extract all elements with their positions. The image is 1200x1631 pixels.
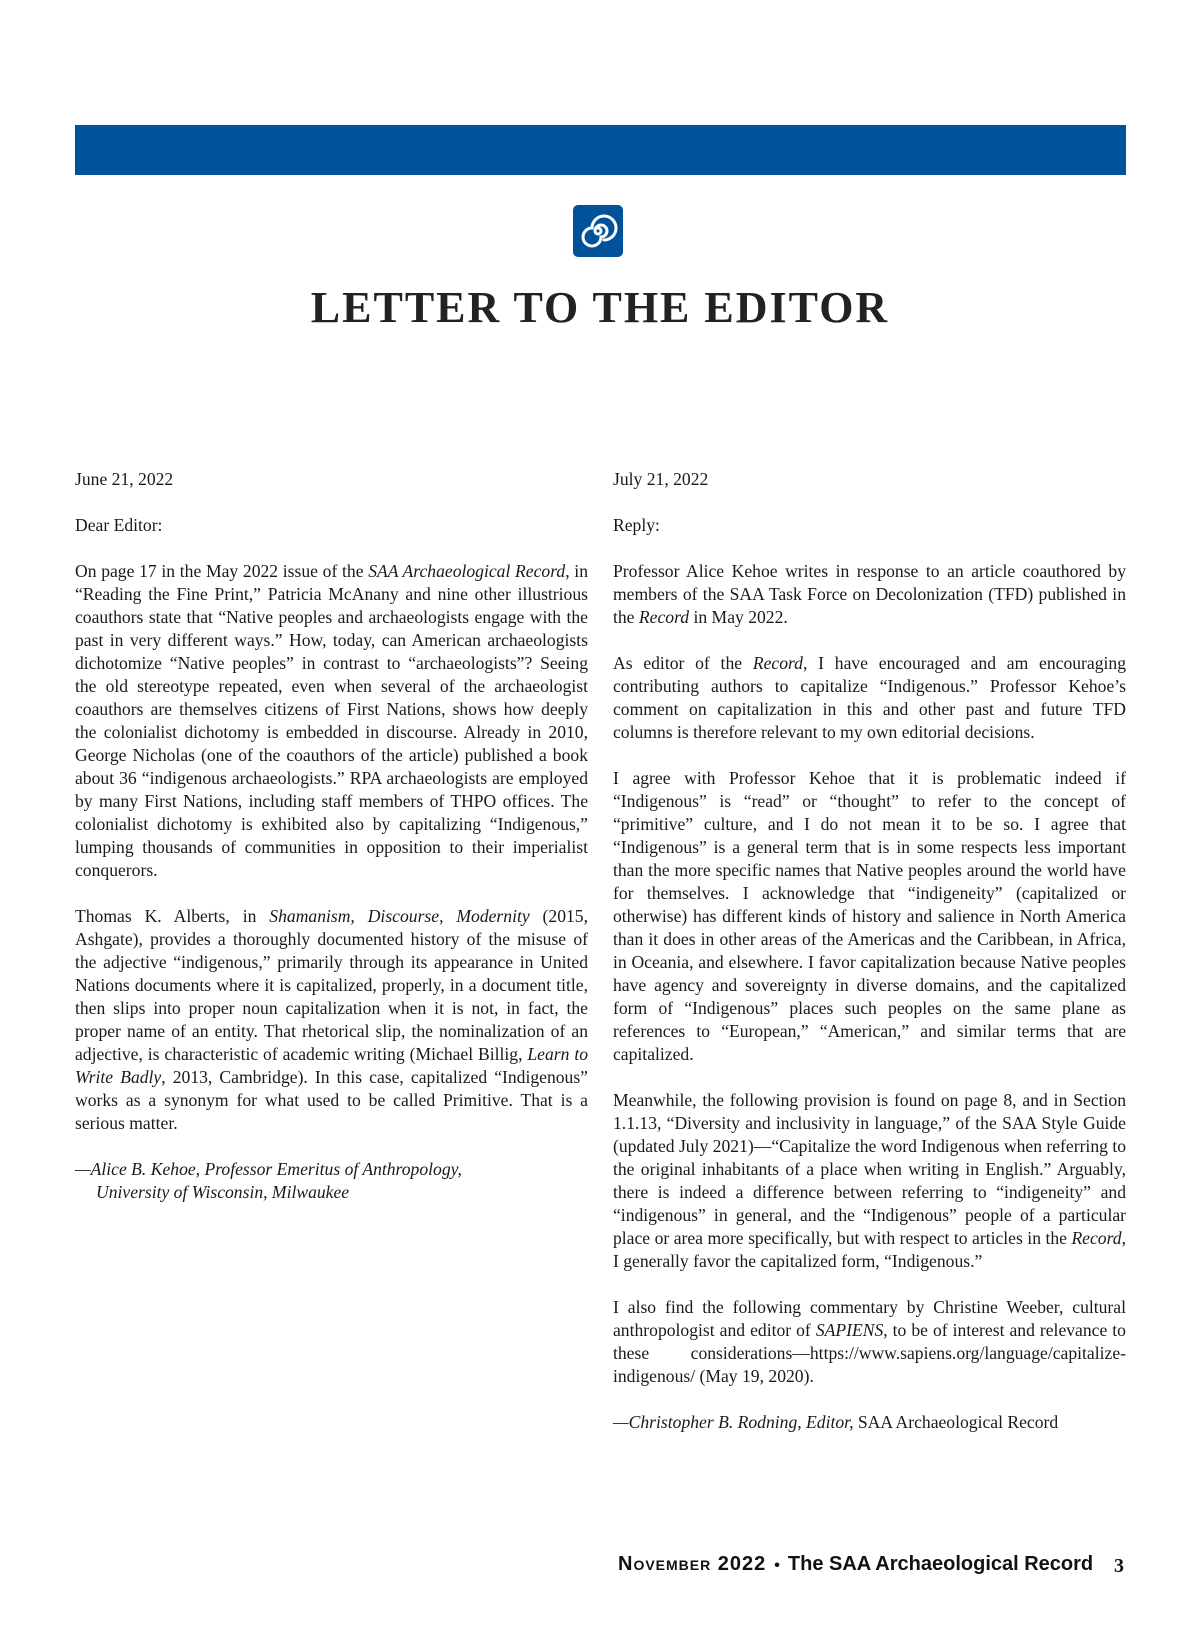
letter-signature: —Alice B. Kehoe, Professor Emeritus of Anthropology, University of Wisconsin, Milwaukee [75,1159,462,1202]
spiral-icon [573,205,623,257]
page-number: 3 [1114,1555,1124,1577]
reply-salutation: Reply: [613,515,660,535]
reply-column [613,468,1126,1457]
bullet-icon: • [774,1557,780,1574]
letter-column [75,468,588,1204]
reply-paragraph: I agree with Professor Kehoe that it is problematic indeed if “Indigenous” is “read” or “thought” to refer to the concept of “primitive” culture, and I do not mean it to be so. I agree that “Indigenous” is a general term that is in some respects less important than the more specific names that Native peoples around the world have for themselves. I acknowledge that “indigeneity” (capitalized or otherwise) has different kinds of history and salience in North America than it does in other areas of the Americas and the Caribbean, in Africa, in Oceania, and elsewhere. I favor capitalization because Native peoples have agency and sovereignty in diverse domains, and the capitalized form of “Indigenous” places such peoples on the same plane as references to “European,” “American,” and similar terms that are capitalized. [613,768,1126,1064]
header-color-bar [75,125,1126,175]
footer-issue-date: November 2022 [618,1553,767,1575]
reply-paragraph: As editor of the Record, I have encouraged and am encouraging contributing authors to capitalize “Indigenous.” Professor Kehoe’s comment on capitalization in this and other past and future TFD columns is therefore relevant to my own editorial decisions. [613,653,1126,742]
letter-date: June 21, 2022 [75,469,174,489]
page-title: LETTER TO THE EDITOR [310,283,890,332]
footer-running-head [618,1553,1093,1576]
reply-paragraph: Professor Alice Kehoe writes in response to an article coauthored by members of the SAA Task Force on Decolonization (TFD) published in the Record in May 2022. [613,561,1126,627]
letter-paragraph: Thomas K. Alberts, in Shamanism, Discourse, Modernity (2015, Ashgate), provides a thoroughly documented history of the misuse of the adjective “indigenous,” primarily through its appearance in United Nations documents where it is capitalized, properly, in a document title, then slips into proper noun capitalization when it is not, in fact, the proper name of an entity. That rhetorical slip, the nominalization of an adjective, is characteristic of academic writing (Michael Billig, Learn to Write Badly, 2013, Cambridge). In this case, capitalized “Indigenous” works as a synonym for what used to be called Primitive. That is a serious matter. [75,906,588,1133]
reply-signature: —Christopher B. Rodning, Editor, SAA Archaeological Record [613,1412,1059,1432]
letter-salutation: Dear Editor: [75,515,163,535]
reply-paragraph: I also find the following commentary by Christine Weeber, cultural anthropologist and editor of SAPIENS, to be of interest and relevance to these considerations—https://www.sapiens.org/language/capitalize-indigenous/ (May 19, 2020). [613,1297,1126,1386]
reply-paragraph: Meanwhile, the following provision is found on page 8, and in Section 1.1.13, “Diversity and inclusivity in language,” of the SAA Style Guide (updated July 2021)—“Capitalize the word Indigenous when referring to the original inhabitants of a place when writing in English.” Arguably, there is indeed a difference between referring to “indigeneity” and “indigenous” in general, and the “Indigenous” people of a particular place or area more specifically, but with respect to articles in the Record, I generally favor the capitalized form, “Indigenous.” [613,1090,1127,1271]
letter-paragraph: On page 17 in the May 2022 issue of the SAA Archaeological Record, in “Reading the Fine Print,” Patricia McAnany and nine other illustrious coauthors state that “Native peoples and archaeologists engage with the past in very different ways.” How, today, can American archaeologists dichotomize “Native peoples” in contrast to “archaeologists”? Seeing the old stereotype repeated, even when several of the archaeologist coauthors are themselves citizens of First Nations, shows how deeply the colonialist dichotomy is embedded in discourse. Already in 2010, George Nicholas (one of the coauthors of the article) published a book about 36 “indigenous archaeologists.” RPA archaeologists are employed by many First Nations, including staff members of THPO offices. The colonialist dichotomy is exhibited also by capitalizing “Indigenous,” lumping thousands of communities in opposition to their imperialist conquerors. [75,561,588,880]
footer-publication: The SAA Archaeological Record [787,1553,1094,1575]
reply-date: July 21, 2022 [613,469,709,489]
